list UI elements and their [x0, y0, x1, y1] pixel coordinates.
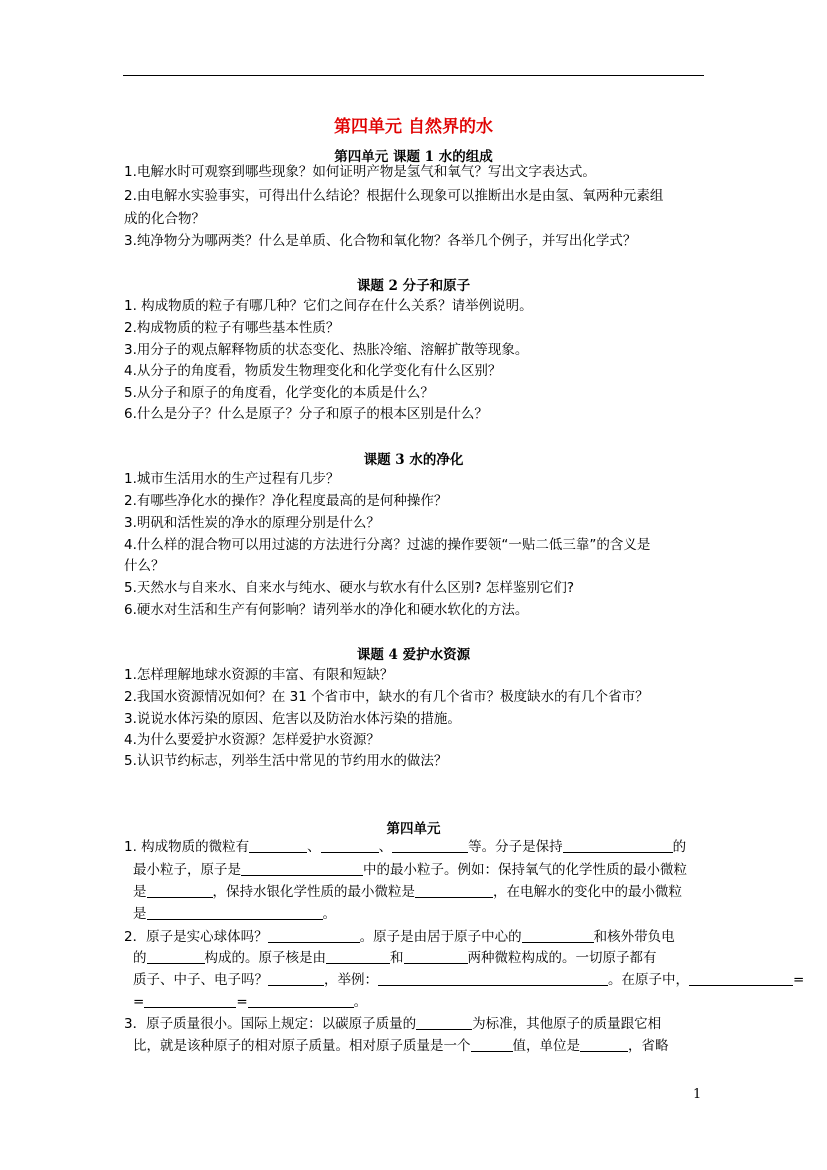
blank-field[interactable] [580, 1037, 628, 1052]
fill-section-heading: 第四单元 [386, 821, 441, 837]
question-line: 2.我国水资源情况如何？在 31 个省市中，缺水的有几个省市？极度缺水的有几个省市？ [124, 689, 649, 705]
question-line: 1.电解水时可观察到哪些现象？如何证明产物是氢气和氧气？写出文字表达式。 [124, 164, 596, 180]
fill-question-2-line-3: 质子、中子、电子吗？ ，举例： 。在原子中， = [133, 972, 805, 988]
question-line: 6.什么是分子？什么是原子？分子和原子的根本区别是什么？ [124, 406, 488, 422]
section-heading-1: 第四单元 课题 1 水的组成 [334, 149, 493, 165]
section-heading-3: 课题 3 水的净化 [363, 452, 464, 468]
question-line: 2.有哪些净化水的操作？净化程度最高的是何种操作？ [124, 493, 448, 509]
blank-field[interactable] [404, 949, 468, 964]
blank-field[interactable] [522, 928, 594, 943]
blank-field[interactable] [378, 971, 608, 986]
question-line: 成的化合物？ [124, 211, 205, 227]
question-line: 3.说说水体污染的原因、危害以及防治水体污染的措施。 [124, 711, 461, 727]
question-line: 4.为什么要爱护水资源？怎样爱护水资源？ [124, 732, 380, 748]
fill-question-1-line-1: 1. 构成物质的微粒有 、 、 等。分子是保持 的 [124, 839, 687, 855]
blank-field[interactable] [147, 883, 213, 898]
question-line: 3.用分子的观点解释物质的状态变化、热胀冷缩、溶解扩散等现象。 [124, 342, 529, 358]
blank-field[interactable] [268, 928, 360, 943]
section-heading-4: 课题 4 爱护水资源 [356, 647, 471, 663]
blank-field[interactable] [248, 993, 354, 1008]
fill-question-2-line-1: 2．原子是实心球体吗？ 。原子是由居于原子中心的 和核外带负电 [124, 929, 675, 945]
question-line: 什么？ [124, 558, 165, 574]
question-line: 2.由电解水实验事实，可得出什么结论？根据什么现象可以推断出水是由氢、氧两种元素组 [124, 188, 664, 204]
fill-question-3-line-1: 3．原子质量很小。国际上规定：以碳原子质量的 为标准，其他原子的质量跟它相 [124, 1016, 662, 1032]
blank-field[interactable] [147, 905, 323, 920]
blank-field[interactable] [415, 883, 493, 898]
fill-question-2-line-4: = = 。 [133, 994, 368, 1010]
page-number: 1 [693, 1087, 702, 1102]
blank-field[interactable] [471, 1037, 513, 1052]
question-line: 5.从分子和原子的角度看，化学变化的本质是什么？ [124, 385, 434, 401]
page-title: 第四单元 自然界的水 [334, 117, 493, 137]
blank-field[interactable] [241, 861, 363, 876]
question-line: 2.构成物质的粒子有哪些基本性质？ [124, 320, 340, 336]
fill-question-2-line-2: 的 构成的。原子核是由 和 两种微粒构成的。一切原子都有 [133, 950, 657, 966]
question-line: 3.明矾和活性炭的净水的原理分别是什么？ [124, 515, 380, 531]
question-line: 4.什么样的混合物可以用过滤的方法进行分离？过滤的操作要领“一贴二低三靠”的含义是 [124, 537, 651, 553]
question-line: 1. 构成物质的粒子有哪几种？它们之间存在什么关系？请举例说明。 [124, 298, 533, 314]
blank-field[interactable] [144, 993, 236, 1008]
question-line: 5.认识节约标志，列举生活中常见的节约用水的做法？ [124, 753, 448, 769]
blank-field[interactable] [326, 949, 390, 964]
question-line: 1.怎样理解地球水资源的丰富、有限和短缺？ [124, 667, 394, 683]
blank-field[interactable] [689, 971, 793, 986]
question-line: 5.天然水与自来水、自来水与纯水、硬水与软水有什么区别? 怎样鉴别它们? [124, 580, 575, 596]
fill-question-1-line-2: 最小粒子，原子是 中的最小粒子。例如：保持氧气的化学性质的最小微粒 [133, 862, 687, 878]
top-rule [123, 75, 704, 76]
blank-field[interactable] [268, 971, 324, 986]
fill-question-3-line-2: 比，就是该种原子的相对原子质量。相对原子质量是一个 值，单位是 ，省略 [133, 1038, 669, 1054]
section-heading-2: 课题 2 分子和原子 [356, 278, 471, 294]
question-line: 6.硬水对生活和生产有何影响？请列举水的净化和硬水软化的方法。 [124, 602, 529, 618]
blank-field[interactable] [147, 949, 205, 964]
fill-question-1-line-4: 是 。 [133, 906, 336, 922]
blank-field[interactable] [416, 1015, 472, 1030]
blank-field[interactable] [249, 838, 307, 853]
blank-field[interactable] [321, 838, 379, 853]
question-line: 1.城市生活用水的生产过程有几步？ [124, 471, 340, 487]
blank-field[interactable] [563, 838, 673, 853]
fill-question-1-line-3: 是 ，保持水银化学性质的最小微粒是 ，在电解水的变化中的最小微粒 [133, 884, 682, 900]
question-line: 4.从分子的角度看，物质发生物理变化和化学变化有什么区别？ [124, 363, 502, 379]
question-line: 3.纯净物分为哪两类？什么是单质、化合物和氧化物？各举几个例子，并写出化学式？ [124, 233, 637, 249]
blank-field[interactable] [392, 838, 468, 853]
